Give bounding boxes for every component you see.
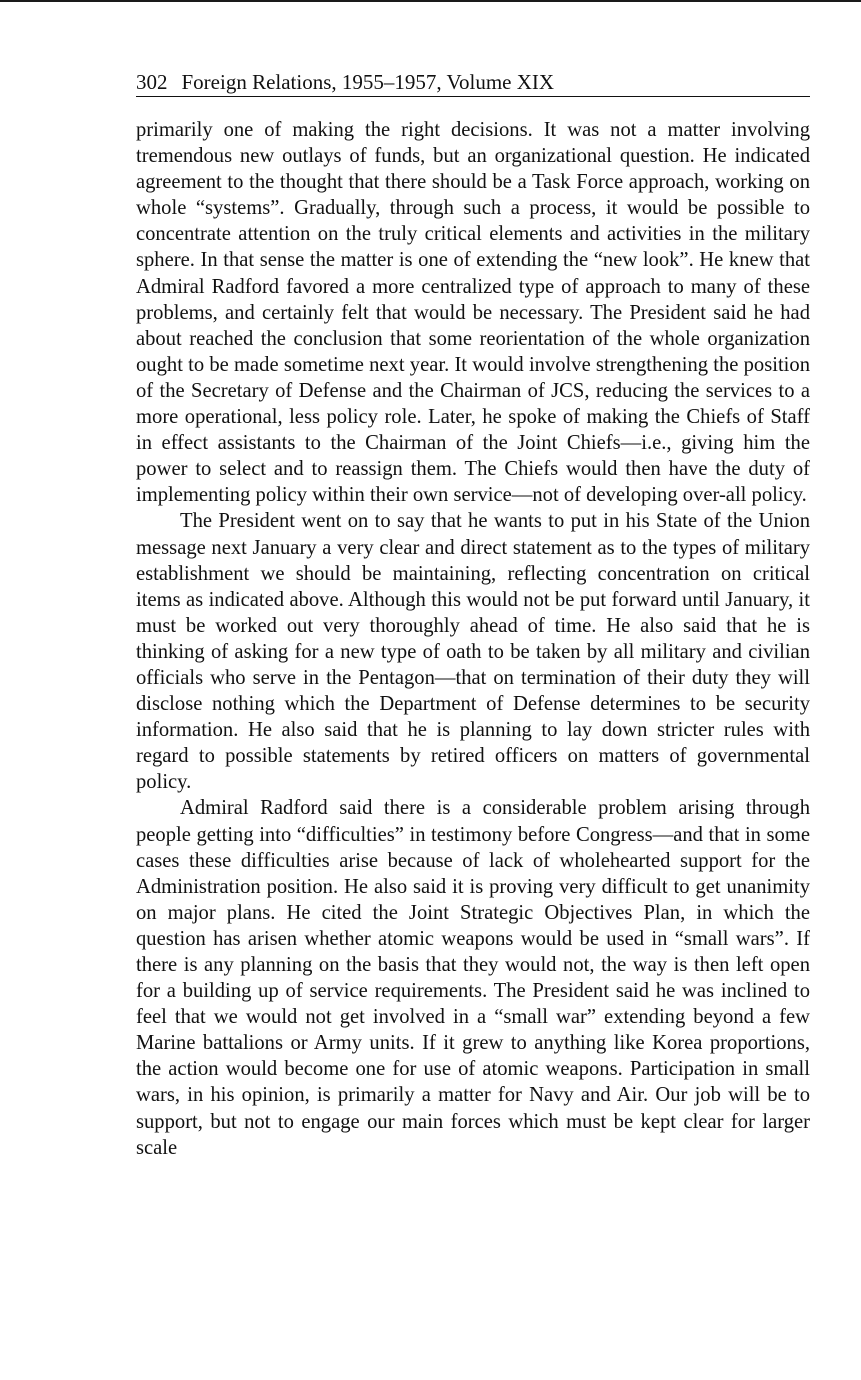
page-top-edge bbox=[0, 0, 861, 2]
volume-title: Foreign Relations, 1955–1957, Volume XIX bbox=[181, 70, 555, 94]
body-text bbox=[136, 117, 810, 1161]
document-page bbox=[136, 66, 810, 1161]
paragraph-president-state-of-union: The President went on to say that he wants to put in his State of the Union message next January a very clear and direct statement as to the types of military establishment we should be maintaining, reflecting concentration on critical items as indicated above. Although this would not be put forward until January, it must be worked out very thoroughly ahead of time. He also said that he is thinking of asking for a new type of oath to be taken by all military and civilian officials who serve in the Pentagon—that on termination of their duty they will disclose nothing which the Department of Defense determines to be security information. He also said that he is planning to lay down stricter rules with regard to possible statements by retired officers on matters of governmental policy. bbox=[136, 510, 810, 794]
paragraph-continued: primarily one of making the right decisions. It was not a matter involving tremendous new outlays of funds, but an organizational question. He indicated agreement to the thought that there should be a Task Force approach, working on whole “systems”. Gradually, through such a process, it would be possible to concentrate attention on the truly critical elements and activities in the military sphere. In that sense the matter is one of extending the “new look”. He knew that Admiral Radford favored a more centralized type of approach to many of these problems, and certainly felt that would be necessary. The President said he had about reached the conclusion that some reorientation of the whole organization ought to be made sometime next year. It would involve strengthening the position of the Secretary of Defense and the Chairman of JCS, reducing the services to a more operational, less policy role. Later, he spoke of making the Chiefs of Staff in effect assistants to the Chairman of the Joint Chiefs—i.e., giving him the power to select and to reassign them. The Chiefs would then have the duty of implementing policy within their own service—not of developing over-all policy. bbox=[136, 119, 810, 507]
running-head bbox=[136, 66, 810, 97]
page-number: 302 bbox=[136, 70, 168, 94]
paragraph-admiral-radford: Admiral Radford said there is a considerable problem arising through people getting into “difficulties” in testimony before Congress—and that in some cases these difficulties arise because of lack of wholehearted support for the Administration position. He also said it is proving very difficult to get unanimity on major plans. He cited the Joint Strategic Objectives Plan, in which the question has arisen whether atomic weapons would be used in “small wars”. If there is any planning on the basis that they would not, the way is then left open for a building up of service requirements. The President said he was inclined to feel that we would not get involved in a “small war” extending beyond a few Marine battalions or Army units. If it grew to anything like Korea proportions, the action would become one for use of atomic weapons. Participation in small wars, in his opinion, is primarily a matter for Navy and Air. Our job will be to support, but not to engage our main forces which must be kept clear for larger scale bbox=[136, 797, 810, 1159]
